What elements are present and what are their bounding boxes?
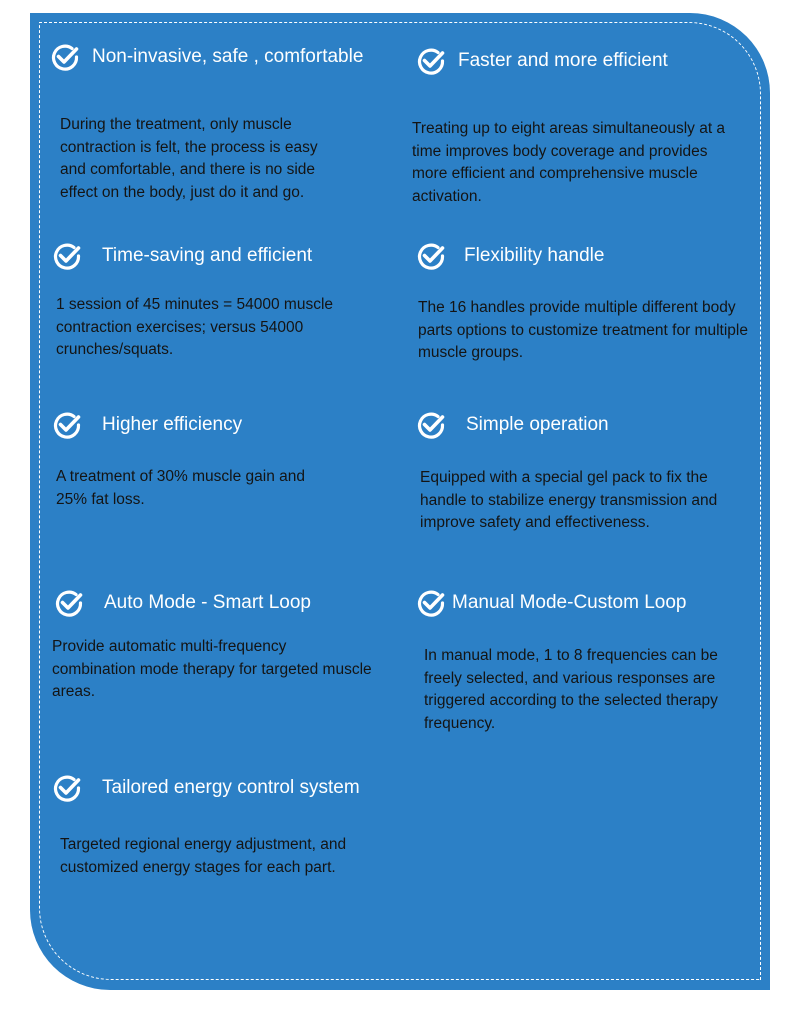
feature-description: During the treatment, only muscle contraction is felt, the process is easy and comfortable, and there is no side effect on the body, just do it and go. — [60, 116, 318, 201]
feature-title: Higher efficiency — [102, 414, 243, 435]
feature-title: Simple operation — [466, 414, 609, 435]
feature-description: A treatment of 30% muscle gain and 25% fat loss. — [56, 468, 306, 508]
feature-description: Equipped with a special gel pack to fix the handle to stabilize energy transmission and improve safety and effectiveness. — [420, 469, 718, 531]
feature-description: The 16 handles provide multiple different body parts options to customize treatment for multiple muscle groups. — [418, 299, 748, 361]
check-circle-icon — [52, 241, 82, 271]
feature-manual-mode — [416, 588, 761, 735]
feature-title: Manual Mode-Custom Loop — [452, 592, 687, 613]
check-circle-icon — [54, 588, 84, 618]
feature-description: In manual mode, 1 to 8 frequencies can be freely selected, and various responses are triggered according to the selected therapy frequency. — [424, 647, 736, 732]
feature-description: Treating up to eight areas simultaneously at a time improves body coverage and provides more efficient and comprehensive muscle activation. — [412, 120, 726, 205]
feature-title: Auto Mode - Smart Loop — [104, 592, 311, 613]
check-circle-icon — [50, 42, 80, 72]
feature-title: Faster and more efficient — [458, 50, 668, 71]
feature-auto-mode — [54, 588, 399, 704]
feature-description: 1 session of 45 minutes = 54000 muscle contraction exercises; versus 54000 crunches/squats. — [56, 296, 334, 358]
check-circle-icon — [52, 773, 82, 803]
feature-faster — [412, 46, 756, 208]
feature-non-invasive — [50, 42, 395, 204]
check-circle-icon — [416, 588, 446, 618]
feature-description: Targeted regional energy adjustment, and customized energy stages for each part. — [60, 836, 347, 876]
feature-title: Non-invasive, safe , comfortable — [92, 46, 364, 67]
feature-title: Time-saving and efficient — [102, 245, 313, 266]
check-circle-icon — [416, 241, 446, 271]
feature-simple-operation — [416, 410, 756, 535]
check-circle-icon — [416, 46, 446, 76]
check-circle-icon — [416, 410, 446, 440]
feature-time-saving — [52, 241, 397, 362]
feature-description: Provide automatic multi-frequency combination mode therapy for targeted muscle areas. — [52, 638, 372, 700]
check-circle-icon — [52, 410, 82, 440]
feature-flexibility-handle — [416, 241, 756, 365]
feature-higher-efficiency — [52, 410, 397, 511]
feature-title: Tailored energy control system — [102, 777, 360, 798]
feature-tailored-energy — [52, 773, 432, 879]
feature-title: Flexibility handle — [464, 245, 605, 266]
